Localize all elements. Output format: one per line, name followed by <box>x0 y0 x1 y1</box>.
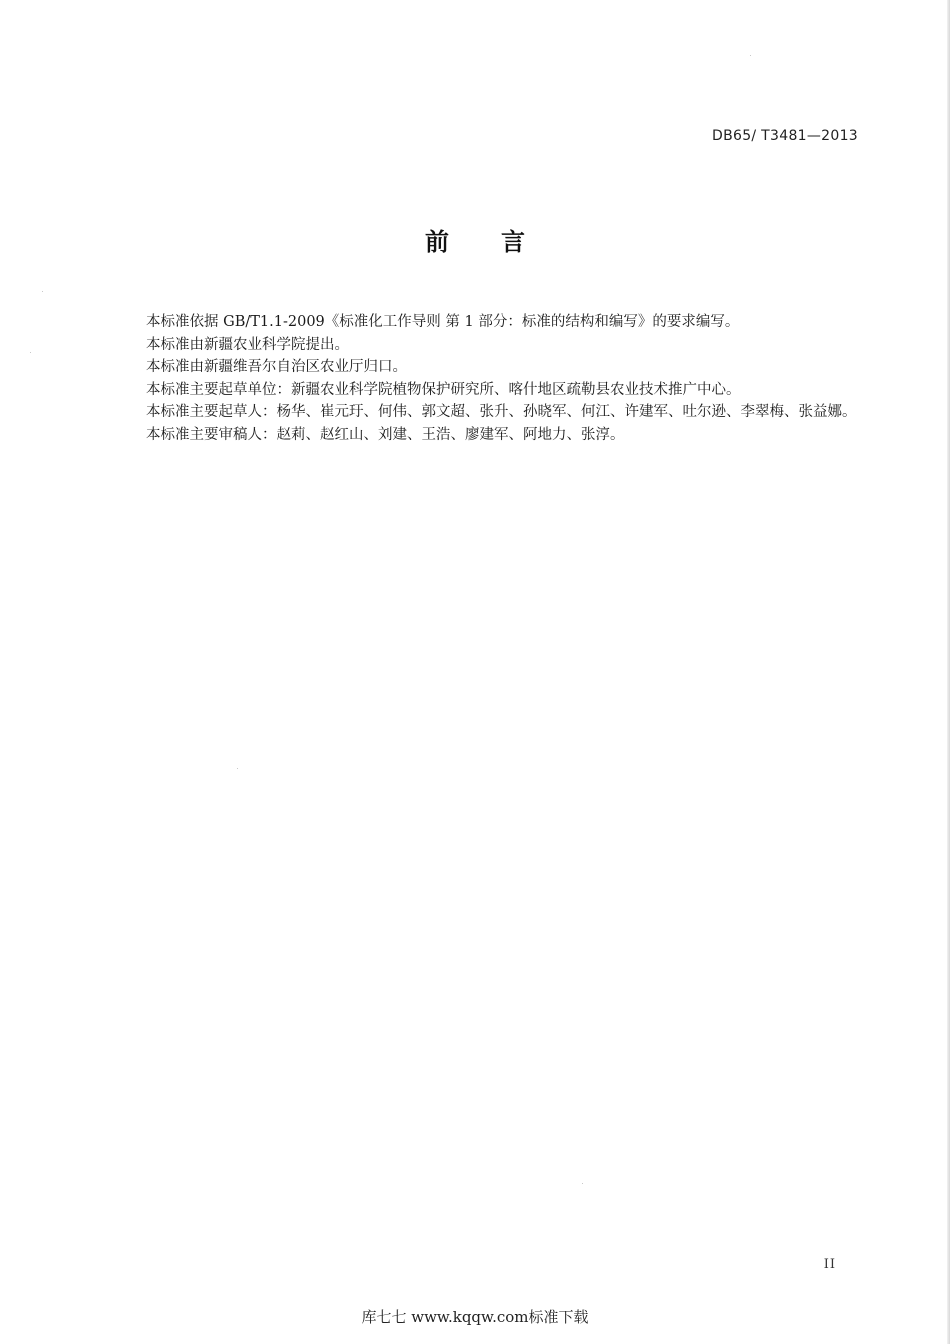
paragraph-drafters: 本标准主要起草人：杨华、崔元玗、何伟、郭文超、张升、孙晓军、何江、许建军、吐尔逊、李翠梅、张益娜。 <box>146 404 857 420</box>
page-title: 前言 <box>425 228 577 256</box>
scan-speck <box>237 768 238 769</box>
scan-speck <box>582 1183 583 1184</box>
scan-speck <box>30 352 31 353</box>
foreword-body <box>113 311 863 446</box>
paragraph-drafting-basis: 本标准依据 GB/T1.1-2009《标准化工作导则 第 1 部分：标准的结构和编写》的要求编写。 <box>146 314 740 330</box>
document-code: DB65/ T3481—2013 <box>712 128 858 144</box>
scan-speck <box>750 55 751 56</box>
paragraph-drafting-units: 本标准主要起草单位：新疆农业科学院植物保护研究所、喀什地区疏勒县农业技术推广中心。 <box>146 381 741 398</box>
watermark-text: 库七七 www.kqqw.com标准下载 <box>361 1308 589 1326</box>
paragraph-centralized-unit: 本标准由新疆维吾尔自治区农业厅归口。 <box>146 359 407 375</box>
paragraph-proposer: 本标准由新疆农业科学院提出。 <box>146 336 349 353</box>
page-number: II <box>823 1257 836 1272</box>
scan-speck <box>42 291 43 292</box>
paragraph-reviewers: 本标准主要审稿人：赵莉、赵红山、刘建、王浩、廖建军、阿地力、张淳。 <box>146 426 625 443</box>
